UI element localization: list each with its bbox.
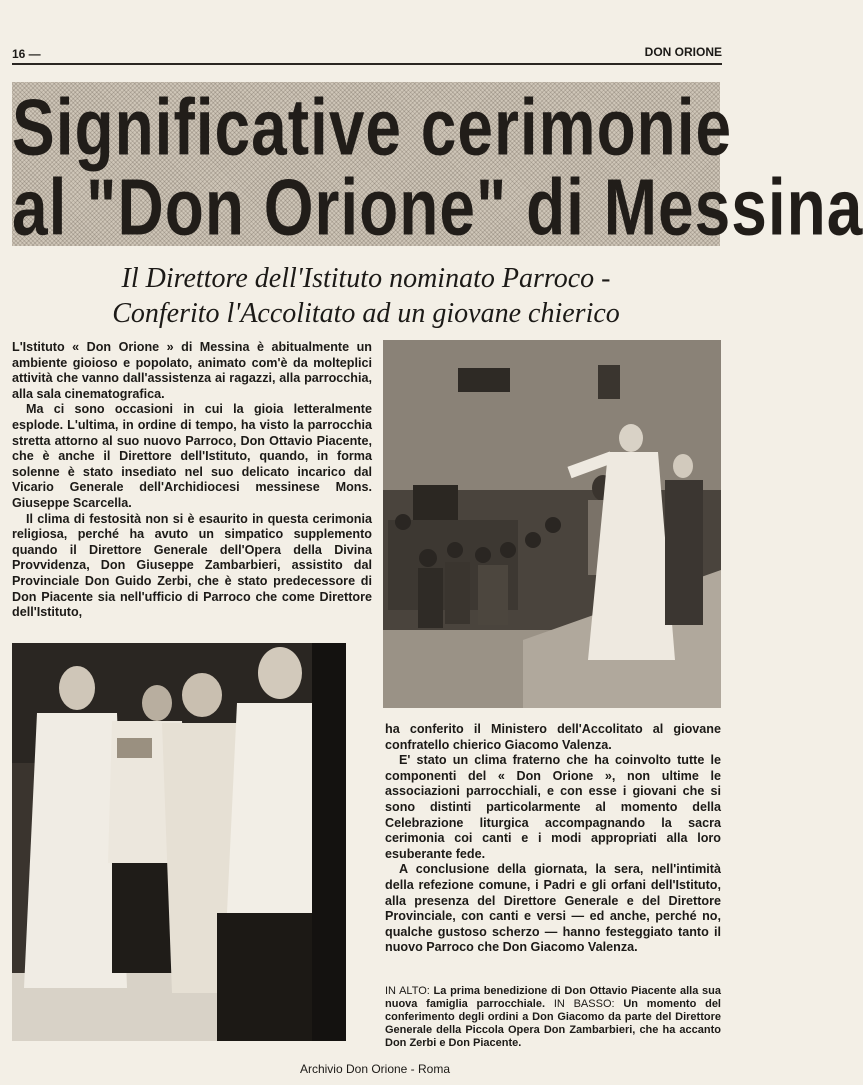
headline-line-2: al "Don Orione" di Messina [12, 162, 863, 252]
article-right-column [385, 722, 721, 956]
photo-ordination [12, 643, 346, 1041]
article-paragraph: A conclusione della giornata, la sera, nell'intimità della refezione comune, i Padri e gli orfani dell'Istituto, alla presenza del Direttore Generale e del Direttore Provinciale, con canti e versi — ed anche, perché no, qualche gustoso scherzo — hanno festeggiato tanto il nuovo Parroco che Don Giacomo Valenza. [385, 862, 721, 955]
magazine-title: DON ORIONE [644, 45, 722, 59]
subtitle-line-1: Il Direttore dell'Istituto nominato Parroco - [121, 263, 611, 294]
caption-bottom-text: Un momento del conferimento degli ordini a Don Giacomo da parte del Direttore Generale della Piccola Opera Don Zambarbieri, che ha accanto Don Zerbi e Don Piacente. [385, 998, 721, 1049]
headline-line-1: Significative cerimonie [12, 82, 733, 172]
photo-caption [385, 985, 721, 1050]
subtitle-line-2: Conferito l'Accolitato ad un giovane chierico [112, 298, 620, 329]
caption-bottom-label: IN BASSO: [553, 998, 615, 1010]
article-paragraph: L'Istituto « Don Orione » di Messina è abitualmente un ambiente gioioso e popolato, animato com'è da molteplici attività che vanno dall'assistenza ai ragazzi, alla parrocchia, alla sala cinematografica. [12, 340, 372, 401]
header-rule [12, 63, 722, 65]
page-number: 16 — [12, 47, 41, 61]
article-paragraph: ha conferito il Ministero dell'Accolitato al giovane confratello chierico Giacomo Valenza. [385, 722, 721, 752]
caption-top-label: IN ALTO: [385, 985, 430, 997]
article-left-column [12, 340, 372, 621]
title-banner [12, 82, 863, 252]
article-paragraph: E' stato un clima fraterno che ha coinvolto tutte le componenti del « Don Orione », non ultime le associazioni parrocchiali, e con esse i giovani che si sono distinti particolarmente al momento della Celebrazione liturgica accompagnando la sacra cerimonia coi canti e i modi appropriati alla loro esuberante fede. [385, 753, 721, 861]
article-paragraph: Ma ci sono occasioni in cui la gioia letteralmente esplode. L'ultima, in ordine di tempo, ha visto la parrocchia stretta attorno al suo nuovo Parroco, Don Ottavio Piacente, che è anche il Direttore dell'Istituto, quando, in forma solenne è stato insediato nel suo delicato incarico dal Vicario Generale dell'Archidiocesi messinese Mons. Giuseppe Scarcella. [12, 402, 372, 510]
photo-blessing [383, 340, 721, 708]
archive-footer: Archivio Don Orione - Roma [299, 1062, 451, 1076]
caption-top-text: La prima benedizione di Don Ottavio Piacente alla sua nuova famiglia parrocchiale. [385, 985, 721, 1010]
article-paragraph: Il clima di festosità non si è esaurito in questa cerimonia religiosa, perché ha avuto un simpatico supplemento quando il Direttore Generale dell'Opera della Divina Provvidenza, Don Giuseppe Zambarbieri, assistito dal Provinciale Don Guido Zerbi, che è stato predecessore di Don Piacente sia nell'ufficio di Parroco che come Direttore dell'Istituto, [12, 511, 372, 620]
